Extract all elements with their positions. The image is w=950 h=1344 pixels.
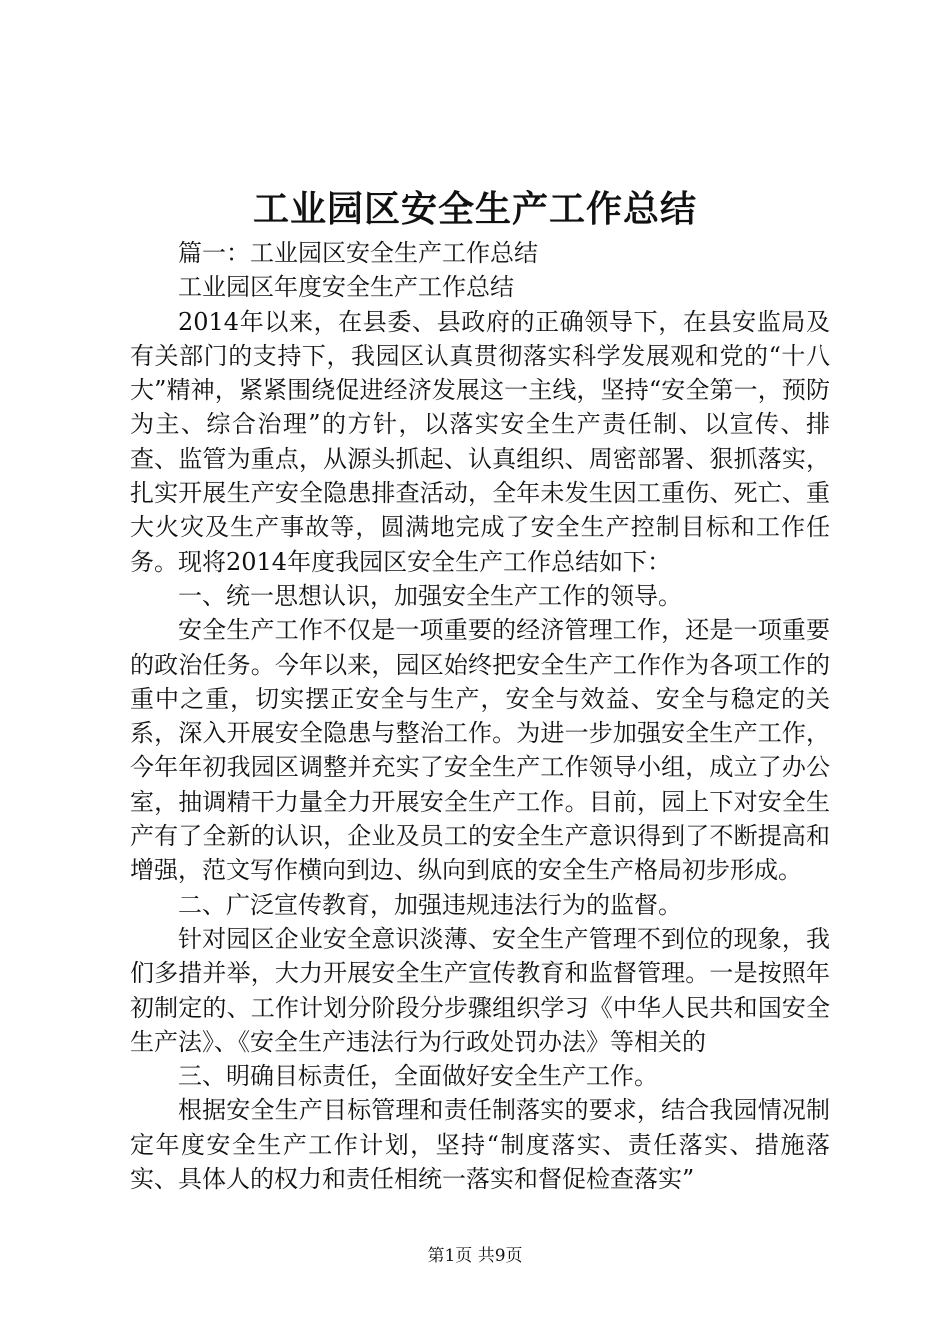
section-heading: 篇一：工业园区安全生产工作总结 <box>178 239 538 267</box>
paragraph: 安全生产工作不仅是一项重要的经济管理工作，还是一项重要的政治任务。今年以来，园区始终把安全生产工作作为各项工作的重中之重，切实摆正安全与生产，安全与效益、安全与稳定的关系，深入开展安全隐患与整治工作。为进一步加强安全生产工作，今年年初我园区调整并充实了安全生产工作领导小组，成立了办公室，抽调精干力量全力开展安全生产工作。目前，园上下对安全生产有了全新的认识，企业及员工的安全生产意识得到了不断提高和增强，范文写作横向到边、纵向到底的安全生产格局初步形成。 <box>130 616 830 885</box>
section-heading: 二、广泛宣传教育，加强违规违法行为的监督。 <box>178 890 682 919</box>
paragraph: 针对园区企业安全意识淡薄、安全生产管理不到位的现象，我们多措并举，大力开展安全生产宣传教育和监督管理。一是按照年初制定的、工作计划分阶段分步骤组织学习《中华人民共和国安全生产法》、《安全生产违法行为行政处罚办法》等相关的 <box>130 924 830 1056</box>
page-footer: 第1页 共9页 <box>427 1246 523 1266</box>
document-body <box>130 236 830 1196</box>
paragraph: 2014年以来，在县委、县政府的正确领导下，在县安监局及有关部门的支持下，我园区认真贯彻落实科学发展观和党的“十八大”精神，紧紧围绕促进经济发展这一主线，坚持“安全第一，预防为主、综合治理”的方针，以落实安全生产责任制、以宣传、排查、监管为重点，从源头抓起、认真组织、周密部署、狠抓落实，扎实开展生产安全隐患排查活动，全年未发生因工重伤、死亡、重大火灾及生产事故等，圆满地完成了安全生产控制目标和工作任务。现将2014年度我园区安全生产工作总结如下： <box>130 307 830 576</box>
document-title: 工业园区安全生产工作总结 <box>252 188 697 230</box>
subtitle: 工业园区年度安全生产工作总结 <box>178 273 514 302</box>
section-heading: 三、明确目标责任，全面做好安全生产工作。 <box>178 1062 658 1091</box>
section-heading: 一、统一思想认识，加强安全生产工作的领导。 <box>178 581 682 610</box>
paragraph: 根据安全生产目标管理和责任制落实的要求，结合我园情况制定年度安全生产工作计划，坚持“制度落实、责任落实、措施落实、具体人的权力和责任相统一落实和督促检查落实” <box>130 1096 830 1194</box>
